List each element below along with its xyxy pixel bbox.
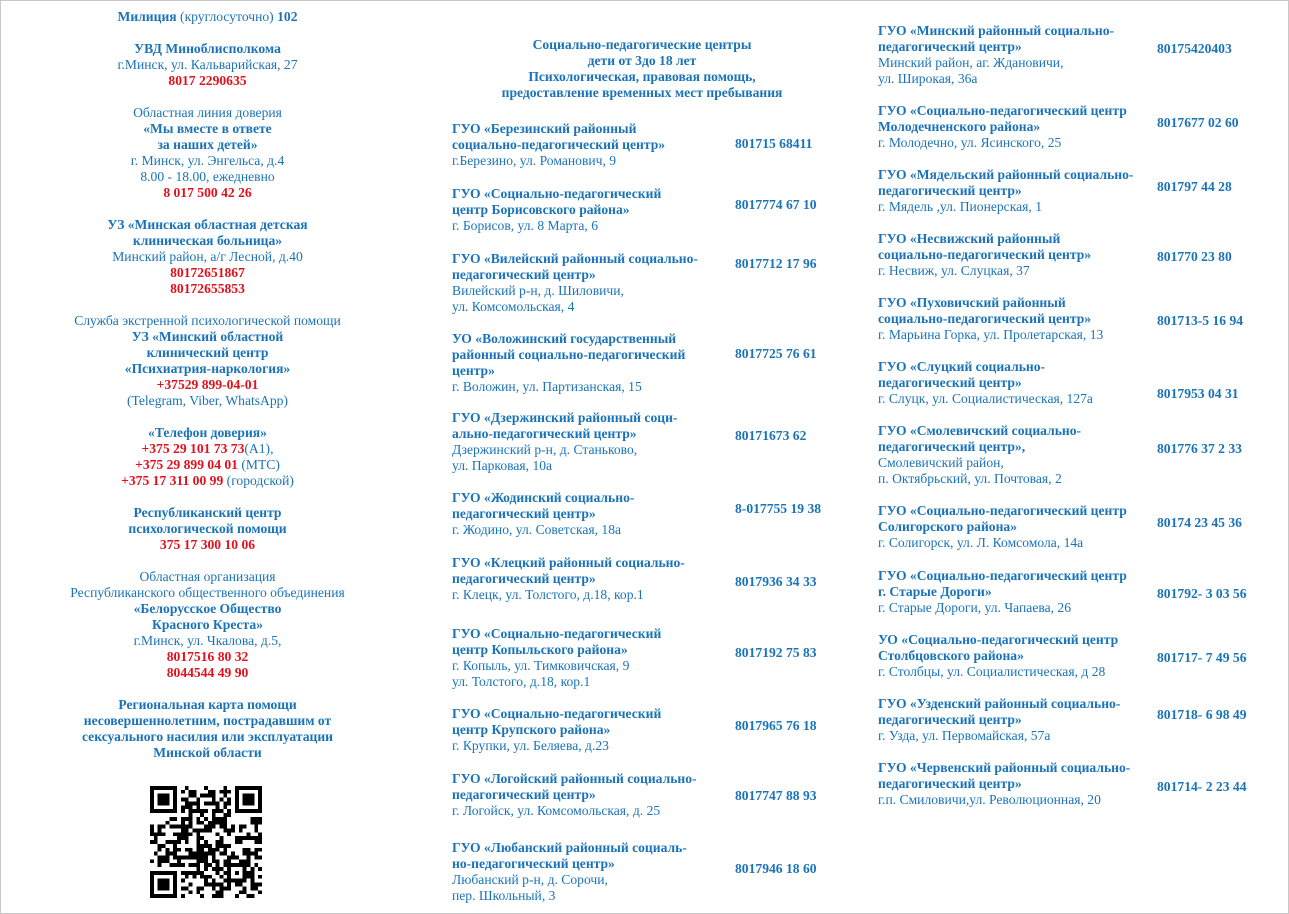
trust-line-address: г. Минск, ул. Энгельса, д.4 — [130, 153, 285, 168]
district-center-address: ул. Широкая, 36а — [878, 71, 978, 86]
center-phone[interactable]: 8017712 17 96 — [735, 256, 817, 271]
district-center-name: ГУО «Социально-педагогический центр — [878, 503, 1127, 518]
red-cross-phone-1[interactable]: 8017516 80 32 — [166, 649, 249, 664]
center-name: но-педагогический центр» — [452, 856, 615, 871]
district-center-name: ГУО «Социально-педагогический центр — [878, 103, 1127, 118]
district-center-phone[interactable]: 801797 44 28 — [1157, 179, 1232, 194]
district-center-phone[interactable]: 8017677 02 60 — [1157, 115, 1239, 130]
republican-center-block — [20, 505, 395, 553]
center-phone[interactable]: 80171673 62 — [735, 428, 807, 443]
police-label: Милиция — [117, 9, 177, 24]
center-address: ул. Комсомольская, 4 — [452, 299, 575, 314]
district-center-phone[interactable]: 801717- 7 49 56 — [1157, 650, 1247, 665]
center-entry — [452, 331, 685, 395]
center-name: педагогический центр» — [452, 506, 596, 521]
district-center-name: Молодечненского района» — [878, 119, 1041, 134]
centers-heading-line-4: предоставление временных мест пребывания — [501, 85, 783, 100]
district-center-name: социально-педагогический центр» — [878, 247, 1092, 262]
center-address: г. Копыль, ул. Тимковичская, 9 — [452, 658, 630, 673]
district-center-name: ГУО «Червенский районный социально- — [878, 760, 1131, 775]
center-name: ГУО «Клецкий районный социально- — [452, 555, 685, 570]
district-center-entry — [878, 503, 1127, 551]
psych-messengers: (Telegram, Viber, WhatsApp) — [126, 393, 288, 408]
hotline-block — [20, 425, 395, 489]
district-center-address: г. Молодечно, ул. Ясинского, 25 — [878, 135, 1062, 150]
center-name: социально-педагогический центр» — [452, 137, 666, 152]
psych-name-2: клинический центр — [146, 345, 269, 360]
psych-phone[interactable]: +37529 899-04-01 — [156, 377, 259, 392]
center-entry — [452, 121, 665, 169]
hotline-phone-city[interactable]: +375 17 311 00 99 — [121, 473, 224, 488]
district-center-name: УО «Социально-педагогический центр — [878, 632, 1119, 647]
uvd-address: г.Минск, ул. Кальварийская, 27 — [117, 57, 298, 72]
center-entry — [452, 410, 677, 474]
center-phone[interactable]: 8017936 34 33 — [735, 574, 817, 589]
district-center-name: педагогический центр» — [878, 183, 1022, 198]
center-phone[interactable]: 8017725 76 61 — [735, 346, 817, 361]
trust-line-name-1: «Мы вместе в ответе — [143, 121, 272, 136]
center-name: ГУО «Логойский районный социально- — [452, 771, 697, 786]
district-center-address: г.п. Смиловичи,ул. Революционная, 20 — [878, 792, 1101, 807]
center-address: г. Клецк, ул. Толстого, д.18, кор.1 — [452, 587, 644, 602]
center-name: педагогический центр» — [452, 571, 596, 586]
republican-name-1: Республиканский центр — [133, 505, 282, 520]
center-address: Вилейский р-н, д. Шиловичи, — [452, 283, 624, 298]
district-center-name: педагогический центр» — [878, 39, 1022, 54]
district-center-phone[interactable]: 801713-5 16 94 — [1157, 313, 1244, 328]
psych-service-heading: Служба экстренной психологической помощи — [74, 313, 341, 328]
district-center-address: г. Солигорск, ул. Л. Комсомола, 14а — [878, 535, 1084, 550]
center-name: ГУО «Жодинский социально- — [452, 490, 635, 505]
center-address: г. Жодино, ул. Советская, 18а — [452, 522, 622, 537]
center-address: Любанский р-н, д. Сорочи, — [452, 872, 608, 887]
hospital-block — [20, 217, 395, 297]
red-cross-line-2: Республиканского общественного объединения — [70, 585, 345, 600]
police-number: 102 — [277, 9, 298, 24]
district-center-address: г. Узда, ул. Первомайская, 57а — [878, 728, 1051, 743]
district-center-entry — [878, 295, 1103, 343]
center-name: УО «Воложинский государственный — [452, 331, 677, 346]
red-cross-line-1: Областная организация — [139, 569, 276, 584]
center-address: г. Воложин, ул. Партизанская, 15 — [452, 379, 642, 394]
center-name: центр Копыльского района» — [452, 642, 628, 657]
center-name: центр Крупского района» — [452, 722, 611, 737]
district-center-phone[interactable]: 80174 23 45 36 — [1157, 515, 1242, 530]
uvd-block — [20, 41, 395, 89]
center-name: ГУО «Вилейский районный социально- — [452, 251, 698, 266]
district-center-phone[interactable]: 80175420403 — [1157, 41, 1232, 56]
center-address: г. Борисов, ул. 8 Марта, 6 — [452, 218, 599, 233]
hotline-phone-a1[interactable]: +375 29 101 73 73 — [141, 441, 245, 456]
center-address: г. Крупки, ул. Беляева, д.23 — [452, 738, 609, 753]
center-name: центр» — [452, 363, 495, 378]
district-center-entry — [878, 568, 1127, 616]
hospital-name-2: клиническая больница» — [132, 233, 283, 248]
center-entry — [452, 186, 661, 234]
district-center-phone[interactable]: 801718- 6 98 49 — [1157, 707, 1247, 722]
hotline-phone-mts[interactable]: +375 29 899 04 01 — [135, 457, 238, 472]
center-entry — [452, 840, 687, 904]
center-name: ГУО «Дзержинский районный соци- — [452, 410, 678, 425]
center-address: Дзержинский р-н, д. Станьково, — [452, 442, 638, 457]
district-center-name: Солигорского района» — [878, 519, 1018, 534]
center-name: ГУО «Социально-педагогический — [452, 706, 662, 721]
district-center-entry — [878, 760, 1130, 808]
center-address: пер. Школьный, 3 — [452, 888, 556, 903]
district-center-address: г. Слуцк, ул. Социалистическая, 127а — [878, 391, 1093, 406]
district-center-entry — [878, 423, 1081, 487]
district-center-entry — [878, 23, 1114, 87]
center-name: ГУО «Березинский районный — [452, 121, 637, 136]
center-name: педагогический центр» — [452, 267, 596, 282]
district-center-name: ГУО «Минский районный социально- — [878, 23, 1115, 38]
district-center-entry — [878, 696, 1120, 744]
district-center-entry — [878, 167, 1133, 215]
hotline-title: «Телефон доверия» — [148, 425, 267, 440]
district-center-phone[interactable]: 801770 23 80 — [1157, 249, 1232, 264]
center-name: ГУО «Социально-педагогический — [452, 186, 662, 201]
district-center-name: г. Старые Дороги» — [878, 584, 992, 599]
center-phone[interactable]: 8-017755 19 38 — [735, 501, 822, 516]
help-map-title-4: Минской области — [153, 745, 262, 760]
center-phone[interactable]: 8017774 67 10 — [735, 197, 817, 212]
district-center-name: Столбцовского района» — [878, 648, 1024, 663]
district-center-entry — [878, 103, 1127, 151]
red-cross-name-1: «Белорусское Общество — [133, 601, 282, 616]
help-map-title-3: сексуального насилия или эксплуатации — [81, 729, 334, 744]
trust-line-name-2: за наших детей» — [157, 137, 258, 152]
centers-heading-line-3: Психологическая, правовая помощь, — [528, 69, 756, 84]
district-center-name: педагогический центр» — [878, 375, 1022, 390]
center-entry — [452, 251, 698, 315]
emergency-contacts-column — [20, 9, 395, 777]
centers-heading — [452, 37, 832, 101]
center-address: ул. Парковая, 10а — [452, 458, 553, 473]
district-center-name: педагогический центр» — [878, 776, 1022, 791]
district-center-address: г. Старые Дороги, ул. Чапаева, 26 — [878, 600, 1072, 615]
help-map-title-1: Региональная карта помощи — [118, 697, 297, 712]
trust-line-phone[interactable]: 8 017 500 42 26 — [163, 185, 252, 200]
center-name: педагогический центр» — [452, 787, 596, 802]
republican-name-2: психологической помощи — [128, 521, 287, 536]
hospital-phone-2[interactable]: 80172655853 — [170, 281, 245, 296]
center-name: районный социально-педагогический — [452, 347, 686, 362]
district-center-address: п. Октябрьский, ул. Почтовая, 2 — [878, 471, 1062, 486]
trust-line-block — [20, 105, 395, 201]
center-entry — [452, 626, 661, 690]
hospital-address: Минский район, а/г Лесной, д.40 — [112, 249, 303, 264]
district-center-address: г. Марьина Горка, ул. Пролетарская, 13 — [878, 327, 1104, 342]
centers-heading-line-2: дети от 3до 18 лет — [587, 53, 697, 68]
center-phone[interactable]: 8017747 88 93 — [735, 788, 817, 803]
police-block — [20, 9, 395, 25]
district-center-name: ГУО «Социально-педагогический центр — [878, 568, 1127, 583]
center-name: ГУО «Любанский районный социаль- — [452, 840, 687, 855]
hospital-name-1: УЗ «Минская областная детская — [107, 217, 308, 232]
district-center-phone[interactable]: 801714- 2 23 44 — [1157, 779, 1247, 794]
district-center-entry — [878, 359, 1093, 407]
republican-phone[interactable]: 375 17 300 10 06 — [159, 537, 256, 552]
center-entry — [452, 771, 697, 819]
hotline-note-city: (городской) — [223, 473, 294, 488]
center-address: г. Логойск, ул. Комсомольская, д. 25 — [452, 803, 661, 818]
district-center-address: Смолевичский район, — [878, 455, 1004, 470]
center-entry — [452, 706, 661, 754]
district-center-address: Минский район, аг. Ждановичи, — [878, 55, 1064, 70]
red-cross-phone-2[interactable]: 8044544 49 90 — [166, 665, 249, 680]
trust-line-hours: 8.00 - 18.00, ежедневно — [140, 169, 275, 184]
district-center-name: педагогический центр» — [878, 712, 1022, 727]
center-entry — [452, 555, 685, 603]
help-map-title-2: несовершеннолетним, пострадавшим от — [83, 713, 332, 728]
district-center-phone[interactable]: 801776 37 2 33 — [1157, 441, 1242, 456]
district-center-name: социально-педагогический центр» — [878, 311, 1092, 326]
district-center-name: ГУО «Мядельский районный социально- — [878, 167, 1134, 182]
center-phone[interactable]: 8017946 18 60 — [735, 861, 817, 876]
district-center-address: г. Несвиж, ул. Слуцкая, 37 — [878, 263, 1030, 278]
hotline-note-mts: (МТС) — [237, 457, 280, 472]
district-center-entry — [878, 632, 1118, 680]
center-phone[interactable]: 8017192 75 83 — [735, 645, 817, 660]
district-center-address: г. Столбцы, ул. Социалистическая, д 28 — [878, 664, 1106, 679]
uvd-title: УВД Миноблисполкома — [134, 41, 281, 56]
hotline-note-a1: (А1), — [244, 441, 274, 456]
centers-heading-line-1: Социально-педагогические центры — [532, 37, 752, 52]
center-address: ул. Толстого, д.18, кор.1 — [452, 674, 591, 689]
police-hours: (круглосуточно) — [176, 9, 278, 24]
trust-line-heading: Областная линия доверия — [133, 105, 282, 120]
center-name: центр Борисовского района» — [452, 202, 630, 217]
uvd-phone[interactable]: 8017 2290635 — [168, 73, 247, 88]
psych-name-1: УЗ «Минский областной — [131, 329, 284, 344]
district-center-name: педагогический центр», — [878, 439, 1026, 454]
district-center-phone[interactable]: 801792- 3 03 56 — [1157, 586, 1247, 601]
red-cross-address: г.Минск, ул. Чкалова, д.5, — [133, 633, 282, 648]
red-cross-block — [20, 569, 395, 681]
center-phone[interactable]: 8017965 76 18 — [735, 718, 817, 733]
district-center-address: г. Мядель ,ул. Пионерская, 1 — [878, 199, 1042, 214]
qr-code-icon[interactable] — [150, 786, 262, 898]
center-phone[interactable]: 801715 68411 — [735, 136, 813, 151]
district-center-name: ГУО «Смолевичский социально- — [878, 423, 1082, 438]
district-center-entry — [878, 231, 1091, 279]
district-center-name: ГУО «Несвижский районный — [878, 231, 1061, 246]
center-address: г.Березино, ул. Романович, 9 — [452, 153, 617, 168]
center-name: ально-педагогический центр» — [452, 426, 637, 441]
district-center-name: ГУО «Пуховичский районный — [878, 295, 1066, 310]
red-cross-name-2: Красного Креста» — [152, 617, 263, 632]
center-name: ГУО «Социально-педагогический — [452, 626, 662, 641]
psych-name-3: «Психиатрия-наркология» — [124, 361, 291, 376]
hospital-phone-1[interactable]: 80172651867 — [170, 265, 245, 280]
district-center-phone[interactable]: 8017953 04 31 — [1157, 386, 1239, 401]
district-center-name: ГУО «Узденский районный социально- — [878, 696, 1121, 711]
district-center-name: ГУО «Слуцкий социально- — [878, 359, 1046, 374]
center-entry — [452, 490, 634, 538]
help-map-block — [20, 697, 395, 761]
psych-service-block — [20, 313, 395, 409]
